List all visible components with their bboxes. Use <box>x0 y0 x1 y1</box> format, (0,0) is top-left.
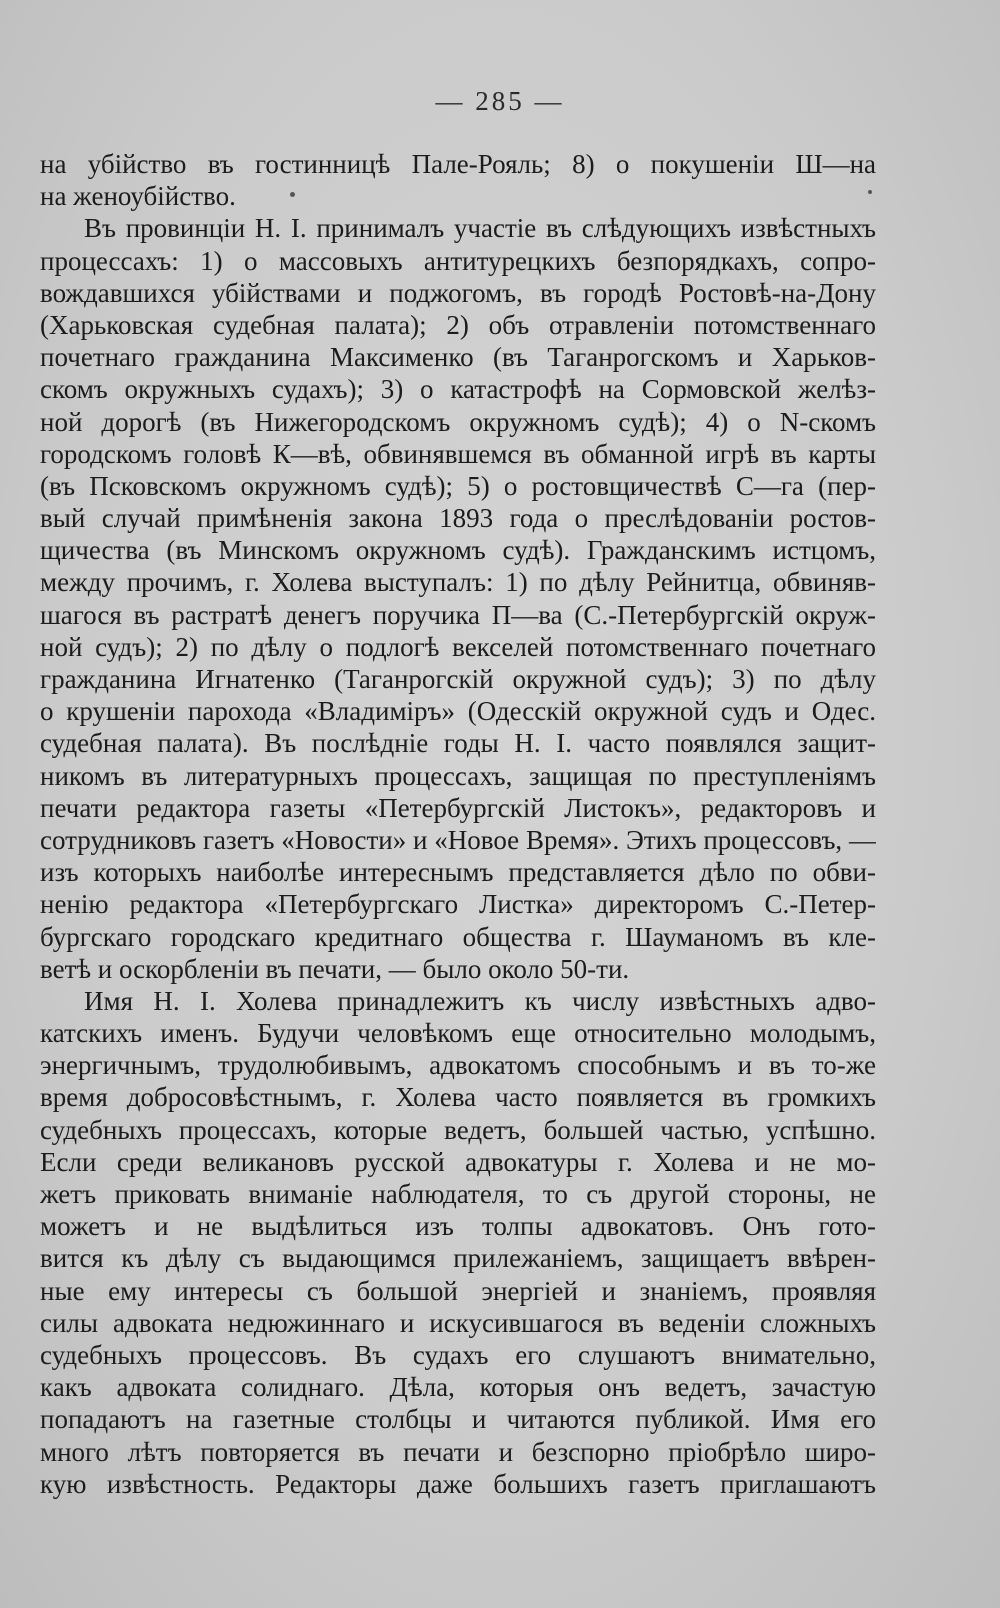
text-line: ненію редактора «Петербургскаго Листка» директоромъ С.-Петер- <box>40 889 876 920</box>
print-speck <box>868 190 872 194</box>
text-line: на женоубійство. <box>40 181 236 212</box>
text-line: силы адвоката недюжиннаго и искусившагося въ веденіи сложныхъ <box>40 1307 876 1338</box>
text-line: никомъ въ литературныхъ процессахъ, защищая по преступленіямъ <box>40 760 876 791</box>
text-line: процессахъ: 1) о массовыхъ антитурецкихъ безпорядкахъ, сопро- <box>40 245 876 276</box>
text-line: вый случай примѣненія закона 1893 года о преслѣдованіи ростов- <box>40 503 876 534</box>
text-line: Если среди великановъ русской адвокатуры г. Холева и не мо- <box>40 1146 876 1177</box>
text-line: шагося въ растратѣ денегъ поручика П—ва (С.-Петербургскій окруж- <box>40 599 876 630</box>
body-text <box>40 148 876 1500</box>
text-line: сотрудниковъ газетъ «Новости» и «Новое Время». Этихъ процессовъ, — <box>40 824 876 855</box>
text-line: щичества (въ Минскомъ окружномъ судѣ). Гражданскимъ истцомъ, <box>40 535 876 566</box>
text-line: попадаютъ на газетные столбцы и читаются публикой. Имя его <box>40 1404 876 1435</box>
text-line: судебныхъ процессовъ. Въ судахъ его слушаютъ внимательно, <box>40 1339 876 1370</box>
text-line: скомъ окружныхъ судахъ); 3) о катастрофѣ на Сормовской желѣз- <box>40 374 876 405</box>
text-line: Въ провинціи Н. І. принималъ участіе въ слѣдующихъ извѣстныхъ <box>84 213 876 244</box>
text-line: гражданина Игнатенко (Таганрогскій окружной судъ); 3) по дѣлу <box>40 664 876 694</box>
text-line: катскихъ именъ. Будучи человѣкомъ еще относительно молодымъ, <box>40 1018 876 1049</box>
text-line: о крушеніи парохода «Владиміръ» (Одесскій окружной судъ и Одес. <box>40 696 876 727</box>
text-line: между прочимъ, г. Холева выступалъ: 1) по дѣлу Рейнитца, обвиняв- <box>40 567 876 598</box>
text-line: судебныхъ процессахъ, которые ведетъ, большей частью, успѣшно. <box>40 1114 876 1145</box>
text-line: почетнаго гражданина Максименко (въ Таганрогскомъ и Харьков- <box>40 342 876 373</box>
text-line: бургскаго городскаго кредитнаго общества г. Шауманомъ въ кле- <box>40 921 876 952</box>
text-line: Имя Н. І. Холева принадлежитъ къ числу извѣстныхъ адво- <box>84 985 876 1016</box>
text-line: вождавшихся убійствами и поджогомъ, въ городѣ Ростовѣ-на-Дону <box>40 277 876 308</box>
text-line: жетъ приковать вниманіе наблюдателя, то съ другой стороны, не <box>40 1179 876 1209</box>
text-line: изъ которыхъ наиболѣе интереснымъ представляется дѣло по обви- <box>40 857 876 888</box>
text-line: ной судъ); 2) по дѣлу о подлогѣ векселей потомственнаго почетнаго <box>40 631 876 662</box>
text-line: какъ адвоката солиднаго. Дѣла, которыя онъ ведетъ, зачастую <box>40 1372 876 1403</box>
text-line: кую извѣстность. Редакторы даже большихъ газетъ приглашаютъ <box>40 1468 876 1499</box>
text-line: ной дорогѣ (въ Нижегородскомъ окружномъ судѣ); 4) о N-скомъ <box>40 406 876 437</box>
text-line: судебная палата). Въ послѣдніе годы Н. І. часто появлялся защит- <box>40 728 876 759</box>
text-line: ные ему интересы съ большой энергіей и знаніемъ, проявляя <box>40 1275 876 1306</box>
text-line: время добросовѣстнымъ, г. Холева часто появляется въ громкихъ <box>40 1082 876 1113</box>
text-line: городскомъ головѣ К—вѣ, обвинявшемся въ обманной игрѣ въ карты <box>40 438 876 469</box>
text-line: можетъ и не выдѣлиться изъ толпы адвокатовъ. Онъ гото- <box>40 1211 876 1242</box>
print-speck <box>290 192 295 197</box>
text-line: вится къ дѣлу съ выдающимся прилежаніемъ, защищаетъ ввѣрен- <box>40 1243 876 1274</box>
text-line: на убійство въ гостинницѣ Пале-Рояль; 8) о покушеніи Ш—на <box>40 149 876 179</box>
text-line: много лѣтъ повторяется въ печати и безспорно пріобрѣло широ- <box>40 1436 876 1467</box>
text-line: (Харьковская судебная палата); 2) объ отравленіи потомственнаго <box>40 309 876 340</box>
page-number: — 285 — <box>435 86 565 116</box>
text-line: (въ Псковскомъ окружномъ судѣ); 5) о ростовщичествѣ С—га (пер- <box>40 470 876 501</box>
text-line: энергичнымъ, трудолюбивымъ, адвокатомъ способнымъ и въ то-же <box>40 1050 876 1081</box>
text-line: печати редактора газеты «Петербургскій Листокъ», редакторовъ и <box>40 792 876 823</box>
text-line: ветѣ и оскорбленіи въ печати, — было около 50-ти. <box>40 953 630 984</box>
